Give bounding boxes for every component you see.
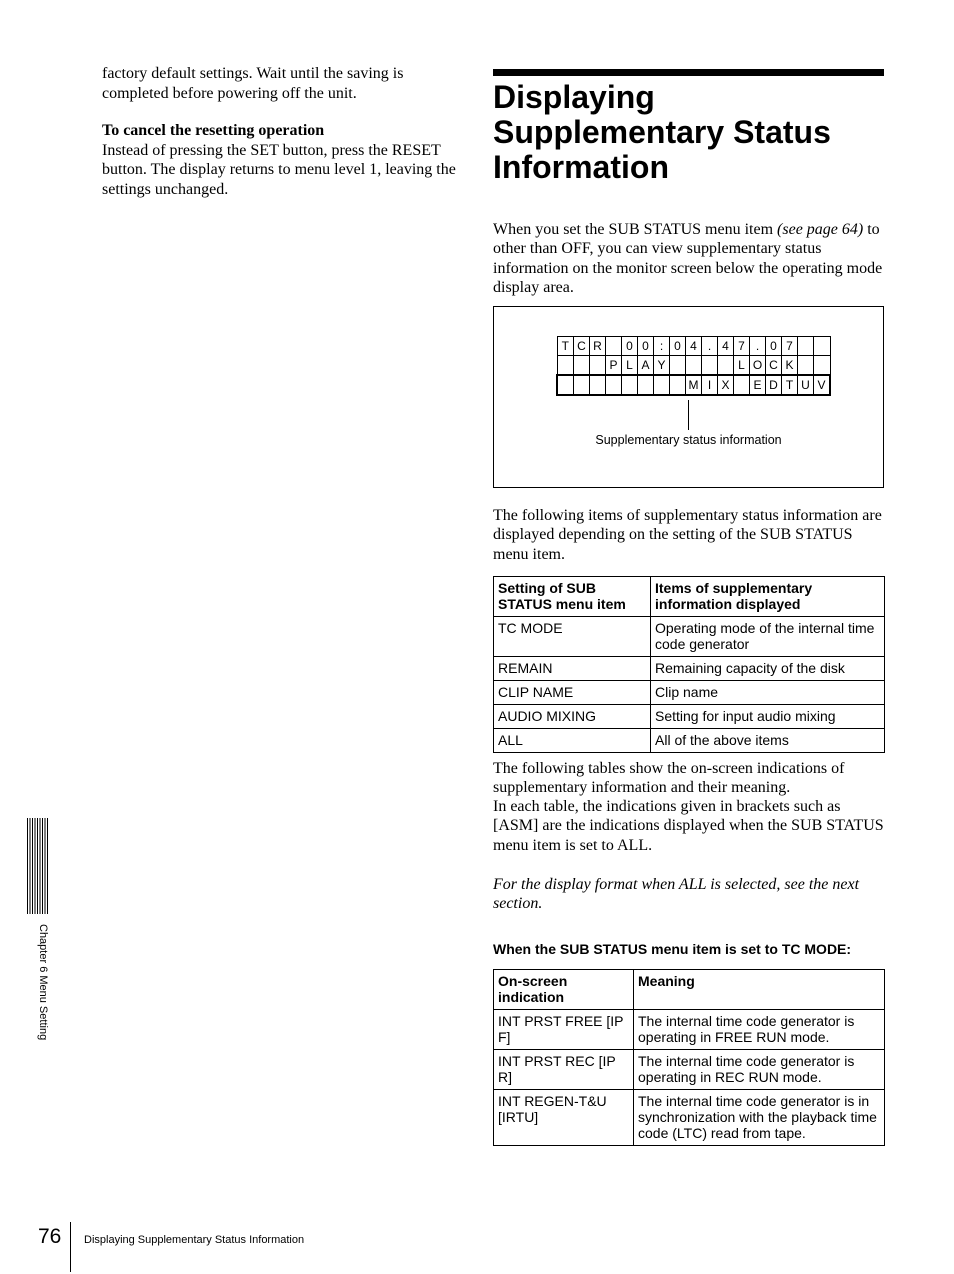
display-cell: X — [718, 375, 734, 395]
display-cell: K — [782, 356, 798, 376]
display-cell — [670, 375, 686, 395]
page-title: Displaying Supplementary Status Information — [493, 79, 831, 185]
column-header: Meaning — [634, 970, 885, 1010]
left-column — [102, 64, 462, 199]
table-row — [494, 617, 885, 657]
table-row — [494, 705, 885, 729]
chapter-tab — [27, 818, 49, 914]
display-cell: D — [766, 375, 782, 395]
note-text: For the display format when ALL is selected, see the next section. — [493, 876, 860, 913]
table-row — [494, 657, 885, 681]
display-cell: L — [734, 356, 750, 376]
display-row — [557, 337, 830, 356]
display-cell: : — [654, 337, 670, 356]
footer-rule — [70, 1222, 71, 1272]
table-cell: INT PRST FREE [IP F] — [494, 1010, 634, 1050]
display-cell — [638, 375, 654, 395]
display-cell — [606, 375, 622, 395]
table-row — [494, 729, 885, 753]
display-cell — [734, 375, 750, 395]
callout-line — [688, 400, 689, 430]
display-cell — [654, 375, 670, 395]
page-reference-link[interactable]: (see page 64) — [777, 221, 864, 238]
items-paragraph: The following items of supplementary status information are displayed depending on the setting of the SUB STATUS menu item. — [493, 507, 882, 563]
display-cell — [622, 375, 638, 395]
intro-paragraph-right — [493, 220, 885, 298]
table-cell: Clip name — [651, 681, 885, 705]
display-cell — [590, 356, 606, 376]
tables-paragraph: The following tables show the on-screen indications of supplementary information and their meaning. — [493, 760, 845, 797]
display-cell: P — [606, 356, 622, 376]
table-row — [494, 1010, 885, 1050]
display-cell — [557, 356, 574, 376]
display-cell — [686, 356, 702, 376]
display-cell: 4 — [686, 337, 702, 356]
table-cell: AUDIO MIXING — [494, 705, 651, 729]
display-cell — [670, 356, 686, 376]
display-cell: R — [590, 337, 606, 356]
display-cell — [814, 356, 831, 376]
status-display-grid — [556, 336, 831, 396]
column-header: Items of supplementary information displayed — [651, 577, 885, 617]
intro-paragraph: factory default settings. Wait until the saving is completed before powering off the unit. — [102, 65, 404, 102]
display-cell — [798, 337, 814, 356]
display-cell: 0 — [670, 337, 686, 356]
table-row — [494, 1050, 885, 1090]
display-cell: U — [798, 375, 814, 395]
table-cell: INT PRST REC [IP R] — [494, 1050, 634, 1090]
display-row — [557, 375, 830, 395]
display-cell — [798, 356, 814, 376]
column-header: On-screen indication — [494, 970, 634, 1010]
display-cell: 0 — [638, 337, 654, 356]
display-cell: Y — [654, 356, 670, 376]
display-cell: C — [574, 337, 590, 356]
table-cell: INT REGEN-T&U [IRTU] — [494, 1090, 634, 1146]
display-cell: I — [702, 375, 718, 395]
display-cell: O — [750, 356, 766, 376]
display-row — [557, 356, 830, 376]
chapter-label: Chapter 6 Menu Setting — [37, 924, 49, 1041]
note-paragraph — [493, 875, 885, 914]
footer-title: Displaying Supplementary Status Information — [84, 1234, 305, 1246]
display-cell — [702, 356, 718, 376]
table-cell: REMAIN — [494, 657, 651, 681]
display-cell: C — [766, 356, 782, 376]
table-cell: Operating mode of the internal time code generator — [651, 617, 885, 657]
display-cell: 7 — [782, 337, 798, 356]
column-header: Setting of SUB STATUS menu item — [494, 577, 651, 617]
display-cell: 0 — [766, 337, 782, 356]
table-header-row — [494, 970, 885, 1010]
table-cell: TC MODE — [494, 617, 651, 657]
settings-table — [493, 576, 885, 753]
display-cell: M — [686, 375, 702, 395]
tc-mode-table — [493, 969, 885, 1146]
status-display-figure — [493, 306, 884, 488]
display-cell: V — [814, 375, 831, 395]
cancel-paragraph: Instead of pressing the SET button, press the RESET button. The display returns to menu level 1, leaving the settings unchanged. — [102, 141, 456, 198]
display-cell: 7 — [734, 337, 750, 356]
display-cell — [814, 337, 831, 356]
table-cell: Setting for input audio mixing — [651, 705, 885, 729]
table-cell: Remaining capacity of the disk — [651, 657, 885, 681]
table-cell: ALL — [494, 729, 651, 753]
table-row — [494, 1090, 885, 1146]
display-cell — [606, 337, 622, 356]
table-cell: The internal time code generator is in synchronization with the playback time code (LTC) read from tape. — [634, 1090, 885, 1146]
display-cell — [557, 375, 574, 395]
display-cell: 4 — [718, 337, 734, 356]
display-cell: A — [638, 356, 654, 376]
cancel-heading: To cancel the resetting operation — [102, 122, 325, 139]
display-cell — [574, 356, 590, 376]
heading-rule — [493, 69, 884, 76]
table-header-row — [494, 577, 885, 617]
section-label: When the SUB STATUS menu item is set to TC MODE: — [493, 941, 852, 957]
table-cell: The internal time code generator is operating in FREE RUN mode. — [634, 1010, 885, 1050]
table-cell: CLIP NAME — [494, 681, 651, 705]
display-cell: . — [702, 337, 718, 356]
figure-caption: Supplementary status information — [595, 433, 782, 447]
display-cell: T — [782, 375, 798, 395]
table-row — [494, 681, 885, 705]
display-cell — [574, 375, 590, 395]
display-cell: L — [622, 356, 638, 376]
display-cell — [718, 356, 734, 376]
display-cell: T — [557, 337, 574, 356]
display-cell: 0 — [622, 337, 638, 356]
para1-after: to other than OFF, you can view supplementary status information on the monitor screen below the operating mode display area. — [493, 221, 883, 297]
table-cell: All of the above items — [651, 729, 885, 753]
table-cell: The internal time code generator is operating in REC RUN mode. — [634, 1050, 885, 1090]
display-cell: . — [750, 337, 766, 356]
para1-before: When you set the SUB STATUS menu item — [493, 221, 778, 238]
display-cell: E — [750, 375, 766, 395]
page-number: 76 — [38, 1225, 62, 1248]
display-cell — [590, 375, 606, 395]
brackets-paragraph: In each table, the indications given in brackets such as [ASM] are the indications displayed when the SUB STATUS menu item is set to ALL. — [493, 798, 884, 854]
